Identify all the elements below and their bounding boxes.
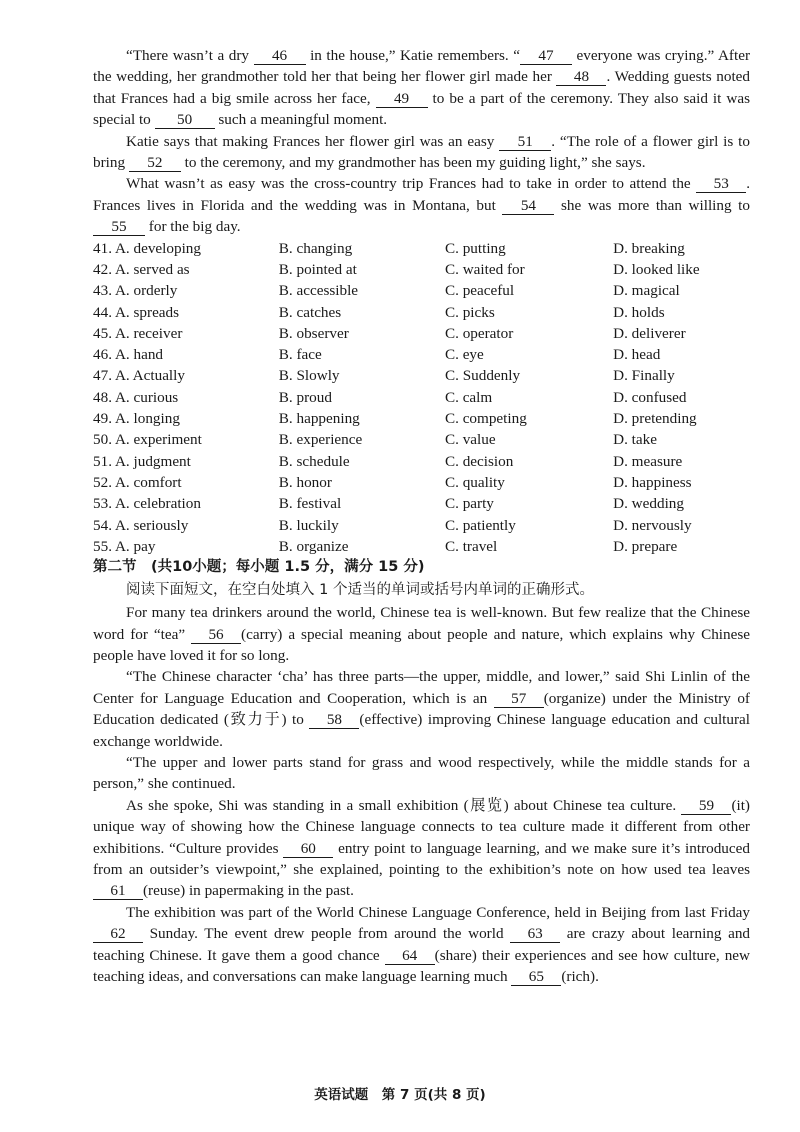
option-choice: C. picks — [444, 303, 495, 321]
option-row — [93, 387, 750, 408]
blank-58: 58 — [309, 712, 359, 729]
blank-56: 56 — [191, 627, 241, 644]
text: (it) unique way of showing how the Chinese language connects to tea culture made it different from other exhibitions. “Culture provides — [93, 796, 750, 857]
text: (share) their experiences and see how culture, new teaching ideas, and conversations can make language learning much — [93, 946, 750, 986]
blank-59: 59 — [681, 798, 731, 815]
text: (effective) improving Chinese language education and cultural exchange worldwide. — [93, 711, 750, 750]
passage-paragraph-2 — [93, 131, 750, 174]
option-choice: B. happening — [278, 410, 360, 428]
text: What wasn’t as easy was the cross-country trip Frances had to take in order to attend the — [126, 175, 697, 193]
text: “The Chinese character ‘cha’ has three parts—the upper, middle, and lower,” said Shi Linlin of the Center for Language Education and Cooperation, which is an — [93, 668, 750, 707]
option-choice: 47. A. Actually — [93, 367, 185, 385]
option-choice: B. pointed at — [278, 260, 357, 278]
passage-paragraph-3 — [93, 173, 750, 237]
option-row — [93, 323, 750, 344]
text: everyone was crying.” After the wedding, her grandmother told her that being her flower girl made her — [93, 47, 750, 86]
option-choice: C. peaceful — [444, 282, 515, 300]
text: to the ceremony, and my grandmother has been my guiding light,” she says. — [180, 154, 646, 172]
option-choice: D. prepare — [613, 537, 678, 555]
passage2-paragraph-2 — [93, 666, 750, 752]
text: entry point to language learning, and we make sure it’s introduced from an outsider’s viewpoint,” she explained, pointing to the exhibition’s note on how used tea leaves — [93, 839, 750, 878]
option-choice: D. measure — [613, 452, 683, 470]
text: “There wasn’t a dry — [126, 47, 254, 64]
option-choice: 43. A. orderly — [93, 282, 178, 300]
option-choice: C. eye — [444, 346, 484, 364]
blank-60: 60 — [283, 841, 333, 858]
blank-47: 47 — [520, 48, 572, 65]
blank-55: 55 — [93, 219, 145, 236]
option-row — [93, 493, 750, 514]
option-row — [93, 429, 750, 450]
text: (carry) a special meaning about people and nature, which explains why Chinese people have loved it for so long. — [93, 625, 751, 664]
text: As she spoke, Shi was standing in a small exhibition (展览) about Chinese tea culture. — [126, 796, 682, 814]
option-choice: 48. A. curious — [93, 388, 179, 406]
option-row — [93, 302, 750, 323]
option-choice: B. proud — [278, 388, 332, 406]
blank-61: 61 — [93, 883, 143, 900]
blank-54: 54 — [502, 198, 554, 215]
option-choice: B. organize — [278, 537, 349, 555]
text: for the big day. — [145, 218, 241, 236]
option-choice: D. pretending — [613, 410, 697, 428]
blank-64: 64 — [385, 948, 435, 965]
option-choice: 45. A. receiver — [93, 324, 183, 342]
option-choice: D. take — [613, 431, 657, 449]
option-choice: B. honor — [278, 473, 332, 491]
option-row — [93, 259, 750, 280]
text: (organize) under the Ministry of Education dedicated (致力于) to — [93, 689, 750, 729]
option-choice: B. luckily — [278, 516, 339, 534]
option-choice: B. schedule — [278, 452, 350, 470]
option-choice: C. travel — [444, 537, 498, 555]
option-choice: 46. A. hand — [93, 346, 164, 364]
blank-62: 62 — [93, 926, 143, 943]
blank-46: 46 — [254, 48, 306, 65]
option-choice: B. accessible — [278, 282, 359, 300]
option-choice: B. observer — [278, 324, 349, 342]
text: The exhibition was part of the World Chinese Language Conference, held in Beijing from last Friday — [126, 903, 750, 921]
text: For many tea drinkers around the world, Chinese tea is well-known. But few realize that the Chinese word for “tea” — [93, 604, 750, 643]
text: (rich). — [561, 968, 599, 986]
text: to be a part of the ceremony. They also said it was special to — [93, 89, 750, 129]
blank-50: 50 — [155, 112, 215, 129]
option-choice: D. nervously — [613, 516, 692, 534]
option-choice: B. Slowly — [278, 367, 340, 385]
passage-paragraph-1 — [93, 45, 750, 131]
option-choice: C. value — [444, 431, 496, 449]
option-choice: B. catches — [278, 303, 342, 321]
option-choice: D. head — [613, 346, 661, 364]
blank-63: 63 — [510, 926, 560, 943]
passage2-paragraph-4 — [93, 795, 750, 902]
option-choice: 42. A. served as — [93, 260, 190, 278]
option-row — [93, 408, 750, 429]
option-choice: 49. A. longing — [93, 410, 180, 428]
option-choice: D. wedding — [613, 495, 684, 513]
option-choice: 41. A. developing — [93, 239, 201, 257]
option-choice: B. changing — [278, 239, 353, 257]
option-choice: C. operator — [444, 324, 514, 342]
option-row — [93, 536, 750, 557]
option-choice: D. happiness — [613, 473, 692, 491]
text: Katie says that making Frances her flower girl was an easy — [126, 132, 500, 150]
option-choice: C. putting — [444, 239, 506, 257]
option-choice: 53. A. celebration — [93, 495, 201, 513]
option-choice: D. Finally — [613, 367, 675, 385]
option-choice: B. experience — [278, 431, 363, 449]
answer-options — [93, 238, 750, 557]
option-choice: 44. A. spreads — [93, 303, 180, 321]
text: such a meaningful moment. — [214, 111, 388, 129]
option-choice: D. confused — [613, 388, 687, 406]
text: “The upper and lower parts stand for grass and wood respectively, while the middle stands for a person,” she continued. — [93, 753, 750, 793]
option-choice: C. calm — [444, 388, 493, 406]
passage2-paragraph-3 — [93, 752, 750, 795]
blank-52: 52 — [129, 155, 181, 172]
option-row — [93, 280, 750, 301]
option-choice: B. face — [278, 346, 322, 364]
option-choice: C. decision — [444, 452, 514, 470]
option-choice: D. magical — [613, 282, 680, 300]
option-choice: B. festival — [278, 495, 342, 513]
option-choice: C. patiently — [444, 516, 516, 534]
option-choice: C. competing — [444, 410, 527, 428]
text: she was more than willing to — [554, 196, 750, 214]
text: . Wedding guests noted that Frances had a big smile across her face, — [93, 68, 750, 107]
text: Sunday. The event drew people from around the world — [143, 925, 511, 943]
option-row — [93, 451, 750, 472]
blank-57: 57 — [494, 691, 544, 708]
section-heading: 第二节 (共10小题；每小题 1.5 分，满分 15 分) — [93, 559, 425, 576]
passage2-paragraph-1 — [93, 602, 750, 666]
blank-49: 49 — [376, 91, 428, 108]
blank-53: 53 — [696, 176, 746, 193]
text: in the house,” Katie remembers. “ — [305, 47, 521, 64]
option-row — [93, 515, 750, 536]
option-choice: C. Suddenly — [444, 367, 521, 385]
option-choice: 52. A. comfort — [93, 473, 182, 491]
option-choice: 50. A. experiment — [93, 431, 202, 449]
option-choice: 55. A. pay — [93, 537, 156, 555]
option-choice: 54. A. seriously — [93, 516, 189, 534]
option-choice: 51. A. judgment — [93, 452, 191, 470]
option-choice: D. deliverer — [613, 324, 686, 342]
page-footer: 英语试题 第 7 页(共 8 页) — [314, 1087, 486, 1103]
blank-65: 65 — [511, 969, 561, 986]
option-choice: D. breaking — [613, 239, 685, 257]
option-choice: C. waited for — [444, 260, 525, 278]
option-choice: C. quality — [444, 473, 505, 491]
text: (reuse) in papermaking in the past. — [143, 882, 354, 900]
text: are crazy about learning and teaching Chinese. It gave them a good chance — [93, 925, 751, 964]
option-choice: D. looked like — [613, 260, 700, 278]
option-choice: D. holds — [613, 303, 665, 321]
option-choice: C. party — [444, 495, 494, 513]
option-row — [93, 472, 750, 493]
option-row — [93, 344, 750, 365]
text: . Frances lives in Florida and the wedding was in Montana, but — [93, 175, 750, 214]
option-row — [93, 238, 750, 259]
blank-51: 51 — [499, 134, 551, 151]
text: . “The role of a flower girl is to bring — [93, 132, 750, 172]
option-row — [93, 365, 750, 386]
passage2-paragraph-5 — [93, 902, 750, 988]
section-instruction: 阅读下面短文，在空白处填入 1 个适当的单词或括号内单词的正确形式。 — [126, 582, 594, 599]
blank-48: 48 — [556, 69, 606, 86]
